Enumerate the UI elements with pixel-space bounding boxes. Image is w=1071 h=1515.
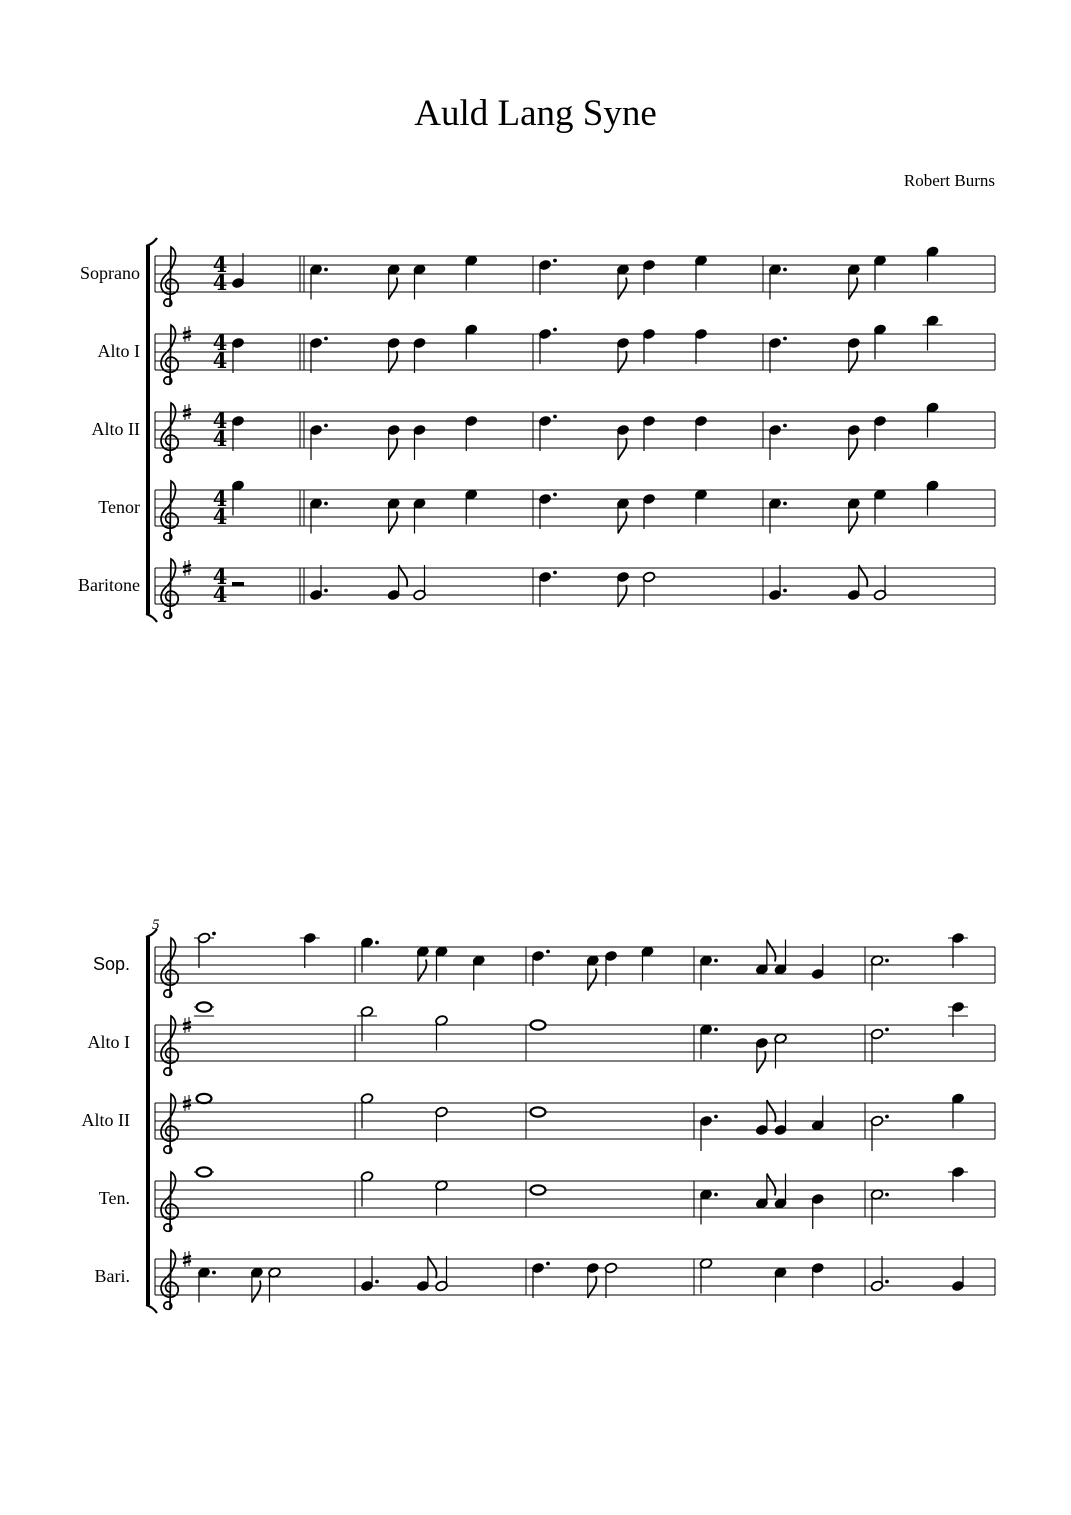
half-rest <box>232 582 244 586</box>
augmentation-dot <box>212 932 216 936</box>
note <box>768 264 787 300</box>
note <box>873 489 886 525</box>
note <box>413 424 426 460</box>
note <box>699 1189 718 1225</box>
note <box>194 1002 214 1016</box>
note <box>309 424 328 460</box>
augmentation-dot <box>375 1280 379 1284</box>
note <box>531 1185 546 1194</box>
note <box>641 946 654 982</box>
note <box>231 337 244 373</box>
note <box>413 337 426 373</box>
note <box>387 424 400 460</box>
note <box>811 944 824 980</box>
note <box>357 1006 377 1042</box>
note <box>538 328 557 364</box>
time-signature-numerator: 4 <box>212 252 228 277</box>
time-signature-numerator: 4 <box>212 486 228 511</box>
augmentation-dot <box>783 268 787 272</box>
note <box>873 565 886 601</box>
note <box>586 955 599 991</box>
note <box>847 337 860 373</box>
note <box>951 1256 964 1292</box>
note <box>948 1166 968 1202</box>
staff-2 <box>98 315 996 385</box>
note <box>847 264 860 300</box>
note <box>948 932 968 968</box>
augmentation-dot <box>324 424 328 428</box>
whole-notehead <box>197 1002 212 1011</box>
augmentation-dot <box>553 415 557 419</box>
flag <box>389 438 398 460</box>
note <box>642 415 655 451</box>
whole-notehead <box>197 1094 212 1103</box>
note <box>387 498 400 534</box>
note <box>538 259 557 295</box>
time-signature-denominator: 4 <box>212 582 228 607</box>
whole-notehead <box>531 1107 546 1116</box>
augmentation-dot <box>783 337 787 341</box>
augmentation-dot <box>553 328 557 332</box>
note <box>926 402 939 438</box>
augmentation-dot <box>324 268 328 272</box>
note <box>755 1174 775 1210</box>
note <box>768 424 787 460</box>
note <box>642 571 655 607</box>
flag <box>418 960 427 982</box>
note <box>694 415 707 451</box>
note <box>309 337 328 373</box>
staff-label: Sop. <box>92 954 130 974</box>
note <box>413 498 426 534</box>
note <box>300 932 320 968</box>
augmentation-dot <box>783 502 787 506</box>
score-title: Auld Lang Syne <box>414 93 657 134</box>
note <box>847 424 860 460</box>
note <box>616 424 629 460</box>
staff-label: Ten. <box>98 1188 130 1208</box>
note <box>197 1094 212 1103</box>
note <box>194 1167 214 1176</box>
note <box>870 1189 889 1225</box>
note <box>531 1262 550 1298</box>
augmentation-dot <box>885 1028 889 1032</box>
note <box>465 415 478 451</box>
note <box>360 1093 373 1129</box>
staff-3 <box>82 1093 996 1154</box>
note <box>870 1115 889 1151</box>
note <box>768 498 787 534</box>
note <box>586 1262 599 1298</box>
note <box>755 940 775 976</box>
augmentation-dot <box>553 571 557 575</box>
augmentation-dot <box>324 589 328 593</box>
note <box>694 489 707 525</box>
composer-credit: Robert Burns <box>903 171 995 190</box>
note <box>387 264 400 300</box>
staff-label: Baritone <box>78 575 140 595</box>
augmentation-dot <box>783 424 787 428</box>
flag <box>757 1051 766 1073</box>
whole-notehead <box>197 1167 212 1176</box>
note <box>435 1106 448 1142</box>
note <box>847 498 860 534</box>
note <box>923 315 943 351</box>
note <box>309 498 328 534</box>
staff-label: Alto II <box>81 1110 130 1130</box>
note <box>197 1267 216 1303</box>
staff-label: Tenor <box>98 497 140 517</box>
augmentation-dot <box>553 493 557 497</box>
augmentation-dot <box>212 1271 216 1275</box>
note <box>309 264 328 300</box>
note <box>465 489 478 525</box>
note <box>811 1262 824 1298</box>
note <box>194 932 216 968</box>
flag <box>389 278 398 300</box>
time-signature-denominator: 4 <box>212 270 228 295</box>
flag <box>767 940 776 962</box>
note <box>416 946 429 982</box>
note <box>231 480 244 516</box>
augmentation-dot <box>546 950 550 954</box>
augmentation-dot <box>714 1028 718 1032</box>
note <box>538 415 557 451</box>
note <box>435 946 448 982</box>
note <box>616 337 629 373</box>
bracket-top-hook <box>146 238 157 246</box>
staff-5 <box>95 1250 996 1309</box>
note <box>604 950 617 986</box>
augmentation-dot <box>553 259 557 263</box>
staff-2 <box>88 1001 996 1075</box>
note <box>268 1267 281 1303</box>
augmentation-dot <box>714 1193 718 1197</box>
augmentation-dot <box>885 1193 889 1197</box>
augmentation-dot <box>546 1262 550 1266</box>
note <box>870 1028 889 1064</box>
measure-number: 5 <box>152 917 160 933</box>
note <box>538 493 557 529</box>
note <box>360 937 379 973</box>
staff-label: Soprano <box>80 263 140 283</box>
augmentation-dot <box>375 941 379 945</box>
note <box>531 1020 546 1029</box>
staff-4 <box>99 1166 995 1231</box>
flag <box>618 278 627 300</box>
staff-label: Alto II <box>91 419 140 439</box>
note <box>531 1107 546 1116</box>
augmentation-dot <box>714 1115 718 1119</box>
flag <box>767 1174 776 1196</box>
staff-1 <box>80 246 995 307</box>
note <box>811 1096 824 1132</box>
note <box>538 571 557 607</box>
staff-3 <box>92 402 996 463</box>
note <box>465 324 478 360</box>
time-signature-numerator: 4 <box>212 330 228 355</box>
note <box>616 498 629 534</box>
note <box>873 255 886 291</box>
bracket-bottom-hook <box>146 614 157 622</box>
time-signature-denominator: 4 <box>212 426 228 451</box>
augmentation-dot <box>714 959 718 963</box>
note <box>387 337 400 373</box>
whole-notehead <box>531 1020 546 1029</box>
time-signature-denominator: 4 <box>212 504 228 529</box>
note <box>811 1193 824 1229</box>
note <box>231 253 244 289</box>
note <box>694 255 707 291</box>
note <box>694 328 707 364</box>
note <box>948 1001 968 1037</box>
flag <box>389 512 398 534</box>
note <box>870 955 889 991</box>
note <box>926 246 939 282</box>
note <box>642 259 655 295</box>
note <box>435 1180 448 1216</box>
system-bracket <box>146 246 150 614</box>
note <box>465 255 478 291</box>
time-signature-numerator: 4 <box>212 564 228 589</box>
time-signature-denominator: 4 <box>212 348 228 373</box>
note <box>250 1267 263 1303</box>
staff-label: Alto I <box>97 341 140 361</box>
note <box>413 264 426 300</box>
augmentation-dot <box>885 959 889 963</box>
staff-label: Alto I <box>87 1032 130 1052</box>
staff-5 <box>78 559 995 618</box>
whole-notehead <box>531 1185 546 1194</box>
note <box>360 1171 373 1207</box>
note <box>926 480 939 516</box>
note <box>642 493 655 529</box>
augmentation-dot <box>324 502 328 506</box>
system-1 <box>78 238 995 622</box>
flag <box>849 512 858 534</box>
note <box>951 1093 964 1129</box>
staff-4 <box>98 480 995 541</box>
augmentation-dot <box>324 337 328 341</box>
note <box>616 264 629 300</box>
flag <box>849 278 858 300</box>
note <box>642 328 655 364</box>
note <box>774 1267 787 1303</box>
note <box>699 955 718 991</box>
note <box>472 955 485 991</box>
augmentation-dot <box>783 589 787 593</box>
staff-label: Bari. <box>94 1266 130 1286</box>
augmentation-dot <box>885 1115 889 1119</box>
note <box>699 1024 718 1060</box>
note <box>616 571 629 607</box>
note <box>699 1258 712 1294</box>
note <box>413 565 426 601</box>
time-signature-numerator: 4 <box>212 408 228 433</box>
augmentation-dot <box>885 1280 889 1284</box>
flag <box>618 512 627 534</box>
note <box>604 1262 617 1298</box>
note <box>435 1015 448 1051</box>
system-bracket <box>146 937 150 1305</box>
flag <box>588 969 597 991</box>
note <box>531 950 550 986</box>
note <box>699 1115 718 1151</box>
flag <box>618 438 627 460</box>
system-2 <box>82 917 996 1313</box>
note <box>873 324 886 360</box>
note <box>873 415 886 451</box>
bracket-bottom-hook <box>146 1305 157 1313</box>
note <box>768 337 787 373</box>
flag <box>252 1281 261 1303</box>
note <box>774 1033 787 1069</box>
staff-1 <box>93 932 995 998</box>
note <box>231 415 244 451</box>
note <box>755 1037 768 1073</box>
flag <box>849 438 858 460</box>
